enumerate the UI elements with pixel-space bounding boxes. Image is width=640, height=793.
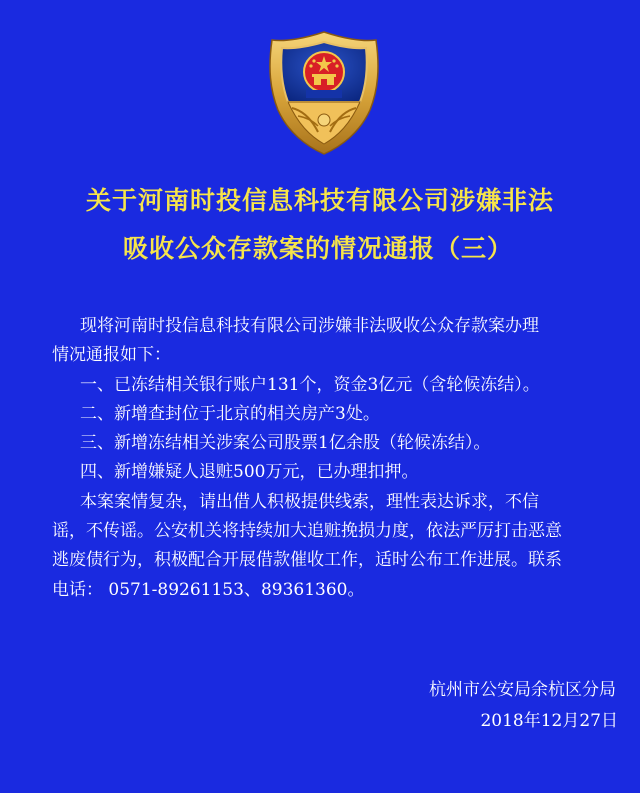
issue-date: 2018年12月27日 xyxy=(480,711,618,731)
intro-line: 情况通报如下： xyxy=(52,345,171,366)
issuing-organization: 杭州市公安局余杭区分局 xyxy=(429,680,616,700)
intro-line: 现将河南时投信息科技有限公司涉嫌非法吸收公众存款案办理 xyxy=(80,316,539,336)
page-title-line1: 关于河南时投信息科技有限公司涉嫌非法 xyxy=(85,186,554,215)
list-item: 四、新增嫌疑人退赃500万元，已办理扣押。 xyxy=(80,462,419,483)
list-item: 二、新增查封位于北京的相关房产3处。 xyxy=(80,403,380,424)
page-title-line2: 吸收公众存款案的情况通报（三） xyxy=(122,234,513,263)
notice-paragraph-line: 电话： 0571-89261153、89361360。 xyxy=(52,579,365,600)
list-item: 一、已冻结相关银行账户131个，资金3亿元（含轮候冻结）。 xyxy=(80,374,540,395)
notice-paragraph-line: 谣，不传谣。公安机关将持续加大追赃挽损力度，依法严厉打击恶意 xyxy=(52,521,562,542)
police-emblem-icon xyxy=(262,28,386,156)
notice-paragraph-line: 逃废债行为，积极配合开展借款催收工作，适时公布工作进展。联系 xyxy=(52,550,562,571)
list-item: 三、新增冻结相关涉案公司股票1亿余股（轮候冻结）。 xyxy=(80,433,491,454)
notice-paragraph-line: 本案案情复杂，请出借人积极提供线索，理性表达诉求，不信 xyxy=(80,491,539,512)
notice-body xyxy=(52,312,612,605)
